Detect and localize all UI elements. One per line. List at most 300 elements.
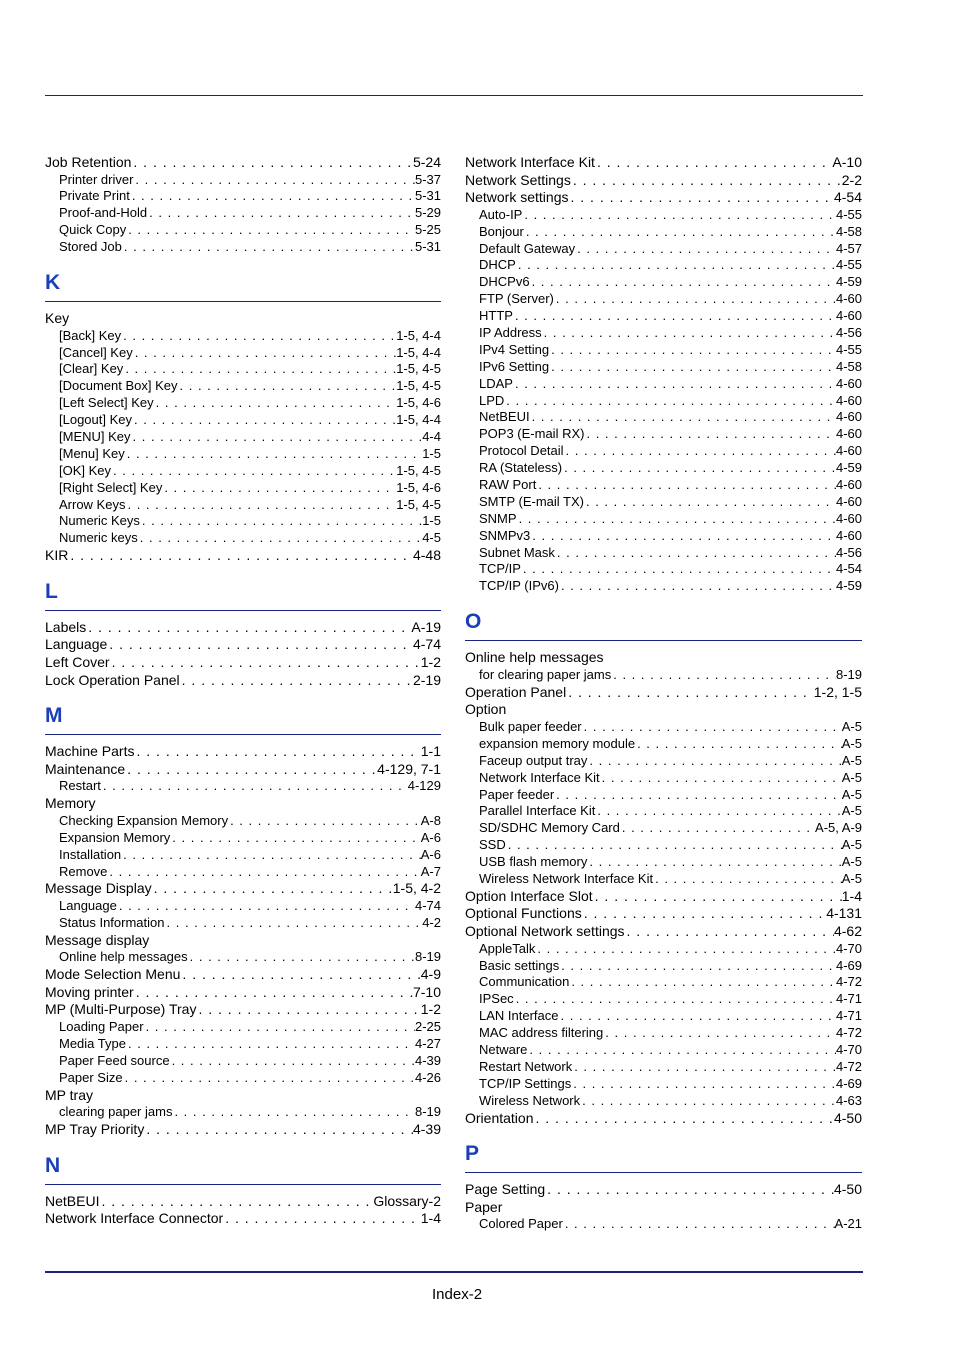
dot-leader <box>582 905 826 923</box>
entry-pages: 4-27 <box>414 1035 441 1051</box>
entry-term: Media Type <box>59 1035 126 1051</box>
entry-term: [OK] Key <box>59 462 112 478</box>
index-subentry <box>465 1216 862 1233</box>
entry-pages: 1-2 <box>420 1001 441 1018</box>
dot-leader <box>154 395 397 412</box>
entry-pages: 4-55 <box>835 341 862 357</box>
index-subentry <box>465 308 862 325</box>
entry-term: Option Interface Slot <box>465 887 593 904</box>
entry-term: Netware <box>479 1041 528 1057</box>
dot-leader <box>170 1053 415 1070</box>
section-letter: N <box>45 1153 61 1177</box>
dot-leader <box>571 172 842 190</box>
header-rule <box>45 95 863 96</box>
index-subentry <box>45 328 441 345</box>
index-subentry <box>465 1025 862 1042</box>
dot-leader <box>635 736 842 753</box>
index-heading: Memory <box>45 795 96 812</box>
entry-pages: A-7 <box>420 863 441 879</box>
entry-pages: 1-1 <box>420 743 441 760</box>
dot-leader <box>130 188 415 205</box>
entry-term: IPv4 Setting <box>479 341 550 357</box>
dot-leader <box>595 154 832 172</box>
index-subentry <box>45 497 441 514</box>
entry-pages: 5-37 <box>414 171 441 187</box>
dot-leader <box>165 915 423 932</box>
entry-term: Network Settings <box>465 171 571 188</box>
index-subentry <box>465 820 862 837</box>
section-rule <box>465 640 862 641</box>
entry-pages: A-5 <box>841 854 862 870</box>
entry-pages: 4-72 <box>835 1025 862 1041</box>
entry-term: Proof-and-Hold <box>59 205 148 221</box>
entry-term: Printer driver <box>59 171 134 187</box>
index-subentry <box>465 941 862 958</box>
entry-pages: A-5 <box>841 769 862 785</box>
dot-leader <box>514 991 836 1008</box>
index-entry <box>465 1181 862 1199</box>
entry-pages: 1-2, 1-5 <box>813 683 862 700</box>
entry-term: Network Interface Kit <box>465 154 595 170</box>
index-subentry <box>465 342 862 359</box>
index-subentry <box>465 1059 862 1076</box>
entry-pages: 4-70 <box>835 940 862 956</box>
entry-term: RAW Port <box>479 477 537 493</box>
index-subentry <box>465 803 862 820</box>
dot-leader <box>125 446 422 463</box>
dot-leader <box>126 222 415 239</box>
index-entry <box>45 1121 441 1139</box>
index-subentry <box>45 898 441 915</box>
dot-leader <box>549 342 836 359</box>
entry-pages: 4-39 <box>414 1052 441 1068</box>
index-subentry <box>465 325 862 342</box>
index-subentry <box>465 359 862 376</box>
entry-term: Expansion Memory <box>59 829 171 845</box>
entry-term: [Menu] Key <box>59 445 125 461</box>
dot-leader <box>513 308 836 325</box>
entry-pages: 4-60 <box>835 527 862 543</box>
index-entry <box>45 619 441 637</box>
section-letter: M <box>45 704 63 728</box>
entry-pages: A-21 <box>834 1216 862 1232</box>
index-subentry <box>45 361 441 378</box>
entry-pages: 4-70 <box>835 1041 862 1057</box>
index-entry <box>45 1001 441 1019</box>
entry-pages: 1-5 <box>422 513 441 529</box>
entry-term: Optional Functions <box>465 905 582 922</box>
entry-pages: 1-5, 4-6 <box>396 479 441 495</box>
entry-term: [Back] Key <box>59 327 122 343</box>
dot-leader <box>595 803 841 820</box>
entry-pages: 4-60 <box>835 493 862 509</box>
entry-term: SSD <box>479 837 506 853</box>
index-subentry <box>45 1070 441 1087</box>
index-subentry <box>465 770 862 787</box>
entry-term: Status Information <box>59 914 165 930</box>
entry-term: NetBEUI <box>45 1192 100 1209</box>
entry-pages: Glossary-2 <box>373 1192 441 1209</box>
index-subentry <box>45 1036 441 1053</box>
index-subentry <box>465 376 862 393</box>
entry-pages: 4-60 <box>835 409 862 425</box>
index-subentry <box>465 1008 862 1025</box>
dot-leader <box>121 328 396 345</box>
entry-pages: 4-69 <box>835 957 862 973</box>
entry-term: Bonjour <box>479 223 524 239</box>
dot-leader <box>228 813 421 830</box>
dot-leader <box>138 530 422 547</box>
entry-term: Checking Expansion Memory <box>59 812 229 828</box>
index-entry <box>465 189 862 207</box>
entry-pages: 4-59 <box>835 460 862 476</box>
index-column-right <box>465 154 862 1233</box>
section-letter: K <box>45 271 61 295</box>
entry-term: [Logout] Key <box>59 412 132 428</box>
entry-term: FTP (Server) <box>479 291 554 307</box>
section-letter: L <box>45 579 58 603</box>
dot-leader <box>611 667 836 684</box>
entry-term: Machine Parts <box>45 743 135 760</box>
entry-term: Language <box>45 636 108 653</box>
dot-leader <box>152 880 393 898</box>
entry-pages: 1-5, 4-5 <box>396 462 441 478</box>
entry-term: Arrow Keys <box>59 496 126 512</box>
index-subentry <box>465 736 862 753</box>
dot-leader <box>125 761 377 779</box>
dot-leader <box>101 778 408 795</box>
entry-term: Paper feeder <box>479 786 555 802</box>
entry-term: Lock Operation Panel <box>45 671 180 688</box>
index-subentry <box>45 1053 441 1070</box>
entry-pages: 4-72 <box>835 1058 862 1074</box>
entry-pages: 4-131 <box>826 905 862 922</box>
dot-leader <box>521 561 836 578</box>
entry-term: Paper Size <box>59 1069 123 1085</box>
entry-pages: 4-60 <box>835 443 862 459</box>
entry-term: SNMPv3 <box>479 527 531 543</box>
dot-leader <box>530 274 836 291</box>
dot-leader <box>566 684 814 702</box>
entry-term: Mode Selection Menu <box>45 966 181 983</box>
dot-leader <box>559 958 836 975</box>
index-subentry <box>465 511 862 528</box>
dot-leader <box>522 207 836 224</box>
entry-term: [Document Box] Key <box>59 378 178 394</box>
index-entry <box>45 1193 441 1211</box>
index-subentry <box>465 578 862 595</box>
dot-leader <box>533 1110 833 1128</box>
entry-pages: 1-4 <box>420 1210 441 1227</box>
index-subentry <box>465 958 862 975</box>
entry-pages: A-8 <box>420 812 441 828</box>
entry-pages: 1-5, 4-2 <box>392 880 441 897</box>
index-subentry <box>45 446 441 463</box>
index-subentry <box>465 1093 862 1110</box>
entry-term: LPD <box>479 392 505 408</box>
entry-term: [Right Select] Key <box>59 479 163 495</box>
index-entry <box>45 743 441 761</box>
dot-leader <box>126 1036 415 1053</box>
entry-pages: 4-72 <box>835 974 862 990</box>
entry-pages: A-6 <box>420 846 441 862</box>
index-heading: Option <box>465 701 507 718</box>
index-subentry <box>465 787 862 804</box>
entry-term: SNMP <box>479 510 517 526</box>
index-subentry <box>465 561 862 578</box>
index-subentry <box>45 239 441 256</box>
entry-term: Network settings <box>465 189 569 206</box>
index-subentry <box>45 847 441 864</box>
entry-pages: 4-57 <box>835 240 862 256</box>
entry-pages: A-10 <box>832 154 862 170</box>
dot-leader <box>555 545 836 562</box>
entry-term: Default Gateway <box>479 240 576 256</box>
entry-pages: A-5 <box>841 752 862 768</box>
index-entry <box>45 672 441 690</box>
index-subentry <box>465 241 862 258</box>
footer-rule <box>45 1271 863 1273</box>
dot-leader <box>131 429 423 446</box>
entry-pages: 2-19 <box>412 671 441 688</box>
dot-leader <box>535 941 836 958</box>
entry-pages: 4-58 <box>835 223 862 239</box>
entry-pages: 4-56 <box>835 325 862 341</box>
entry-pages: 4-48 <box>412 547 441 564</box>
entry-pages: 5-29 <box>414 205 441 221</box>
entry-pages: 4-129 <box>407 778 441 794</box>
entry-pages: 4-60 <box>835 426 862 442</box>
index-subentry <box>45 513 441 530</box>
index-subentry <box>45 222 441 239</box>
dot-leader <box>133 345 396 362</box>
dot-leader <box>122 239 415 256</box>
dot-leader <box>569 974 836 991</box>
dot-leader <box>123 361 396 378</box>
entry-pages: 4-60 <box>835 308 862 324</box>
entry-term: RA (Stateless) <box>479 460 563 476</box>
entry-pages: A-5 <box>841 837 862 853</box>
dot-leader <box>559 578 836 595</box>
entry-pages: 4-56 <box>835 544 862 560</box>
dot-leader <box>125 497 396 514</box>
entry-term: Private Print <box>59 188 130 204</box>
entry-term: LAN Interface <box>479 1008 559 1024</box>
entry-pages: 4-69 <box>835 1075 862 1091</box>
index-subentry <box>465 393 862 410</box>
entry-pages: 4-55 <box>835 257 862 273</box>
entry-term: Paper Feed source <box>59 1052 170 1068</box>
entry-term: [Cancel] Key <box>59 344 133 360</box>
index-subentry <box>465 477 862 494</box>
entry-pages: A-19 <box>411 618 441 635</box>
dot-leader <box>516 257 836 274</box>
entry-term: AppleTalk <box>479 940 536 956</box>
entry-pages: 4-50 <box>833 1181 862 1198</box>
entry-pages: 5-24 <box>412 154 441 170</box>
entry-term: Auto-IP <box>479 206 523 222</box>
entry-pages: 4-59 <box>835 578 862 594</box>
dot-leader <box>180 672 413 690</box>
entry-pages: A-5 <box>841 786 862 802</box>
entry-term: Restart Network <box>479 1058 573 1074</box>
index-subentry <box>45 429 441 446</box>
entry-term: Colored Paper <box>479 1216 563 1232</box>
entry-pages: 4-26 <box>414 1069 441 1085</box>
entry-term: TCP/IP Settings <box>479 1075 572 1091</box>
dot-leader <box>68 547 413 565</box>
entry-pages: 1-5, 4-4 <box>396 412 441 428</box>
entry-term: KIR <box>45 547 69 564</box>
entry-pages: 1-2 <box>420 654 441 670</box>
index-subentry <box>465 494 862 511</box>
dot-leader <box>134 743 420 761</box>
dot-leader <box>144 1019 415 1036</box>
entry-pages: 8-19 <box>414 949 441 965</box>
entry-pages: 4-74 <box>414 898 441 914</box>
dot-leader <box>196 1001 420 1019</box>
dot-leader <box>536 477 836 494</box>
entry-pages: 4-60 <box>835 510 862 526</box>
entry-pages: 4-71 <box>835 991 862 1007</box>
dot-leader <box>188 949 415 966</box>
entry-term: MP Tray Priority <box>45 1121 145 1138</box>
entry-term: DHCPv6 <box>479 274 530 290</box>
dot-leader <box>580 1093 836 1110</box>
index-subentry <box>465 274 862 291</box>
entry-term: [Clear] Key <box>59 361 124 377</box>
entry-pages: 4-62 <box>833 923 862 940</box>
entry-term: clearing paper jams <box>59 1104 173 1120</box>
entry-pages: 5-25 <box>414 222 441 238</box>
dot-leader <box>542 325 836 342</box>
dot-leader <box>140 513 422 530</box>
index-subentry <box>45 172 441 189</box>
entry-pages: 7-10 <box>412 983 441 1000</box>
dot-leader <box>582 719 842 736</box>
entry-term: Wireless Network Interface Kit <box>479 870 654 886</box>
index-subentry <box>465 1076 862 1093</box>
entry-term: Maintenance <box>45 760 126 777</box>
index-subentry <box>45 830 441 847</box>
index-subentry <box>465 545 862 562</box>
index-subentry <box>465 409 862 426</box>
entry-term: Remove <box>59 863 108 879</box>
dot-leader <box>554 787 842 804</box>
index-subentry <box>45 813 441 830</box>
index-subentry <box>45 395 441 412</box>
index-entry <box>45 636 441 654</box>
entry-term: IPv6 Setting <box>479 358 550 374</box>
entry-term: IP Address <box>479 325 542 341</box>
entry-pages: 4-74 <box>412 636 441 653</box>
entry-term: TCP/IP (IPv6) <box>479 578 559 594</box>
dot-leader <box>147 205 415 222</box>
index-entry <box>465 1110 862 1128</box>
dot-leader <box>99 1193 373 1211</box>
index-entry <box>465 905 862 923</box>
dot-leader <box>587 854 841 871</box>
entry-term: Wireless Network <box>479 1092 581 1108</box>
entry-term: NetBEUI <box>479 409 530 425</box>
dot-leader <box>584 494 836 511</box>
index-subentry <box>45 188 441 205</box>
index-subentry <box>45 1019 441 1036</box>
dot-leader <box>568 189 833 207</box>
index-entry <box>465 172 862 190</box>
entry-term: SMTP (E-mail TX) <box>479 493 584 509</box>
dot-leader <box>593 888 842 906</box>
index-subentry <box>45 378 441 395</box>
dot-leader <box>110 654 421 672</box>
entry-term: for clearing paper jams <box>479 666 612 682</box>
index-subentry <box>465 1042 862 1059</box>
entry-term: Bulk paper feeder <box>479 718 582 734</box>
dot-leader <box>653 871 842 888</box>
index-heading: Message display <box>45 931 150 948</box>
index-entry <box>45 1210 441 1228</box>
entry-term: Labels <box>45 618 87 635</box>
entry-term: Language <box>59 898 117 914</box>
entry-pages: 1-4 <box>841 887 862 904</box>
dot-leader <box>562 460 836 477</box>
index-subentry <box>465 460 862 477</box>
entry-pages: 2-2 <box>841 171 862 188</box>
section-letter: O <box>465 610 482 634</box>
index-subentry <box>45 778 441 795</box>
dot-leader <box>571 1076 836 1093</box>
dot-leader <box>600 770 842 787</box>
index-subentry <box>465 207 862 224</box>
entry-pages: 4-2 <box>422 914 441 930</box>
entry-pages: 5-31 <box>414 188 441 204</box>
index-subentry <box>465 991 862 1008</box>
dot-leader <box>587 753 841 770</box>
index-subentry <box>45 412 441 429</box>
dot-leader <box>603 1025 836 1042</box>
entry-pages: A-6 <box>420 829 441 845</box>
index-subentry <box>465 667 862 684</box>
page-number: Index-2 <box>432 1286 483 1303</box>
section-rule <box>465 1172 862 1173</box>
dot-leader <box>170 830 420 847</box>
entry-pages: 4-60 <box>835 375 862 391</box>
dot-leader <box>172 1104 415 1121</box>
entry-term: Optional Network settings <box>465 923 625 940</box>
index-entry <box>45 984 441 1002</box>
entry-pages: 8-19 <box>414 1104 441 1120</box>
dot-leader <box>107 864 420 881</box>
index-subentry <box>465 291 862 308</box>
entry-term: Numeric keys <box>59 530 138 546</box>
entry-term: Network Interface Connector <box>45 1210 224 1227</box>
dot-leader <box>530 528 836 545</box>
index-entry <box>45 966 441 984</box>
entry-pages: 4-59 <box>835 274 862 290</box>
entry-term: LDAP <box>479 375 513 391</box>
entry-pages: 4-129, 7-1 <box>377 760 441 777</box>
entry-term: IPSec <box>479 991 514 1007</box>
dot-leader <box>625 923 834 941</box>
entry-term: Network Interface Kit <box>479 769 600 785</box>
index-heading: MP tray <box>45 1086 93 1103</box>
entry-term: MP (Multi-Purpose) Tray <box>45 1001 197 1018</box>
entry-term: DHCP <box>479 257 516 273</box>
index-column-left <box>45 154 441 1228</box>
dot-leader <box>530 409 836 426</box>
index-entry <box>45 547 441 565</box>
entry-pages: 4-63 <box>835 1092 862 1108</box>
